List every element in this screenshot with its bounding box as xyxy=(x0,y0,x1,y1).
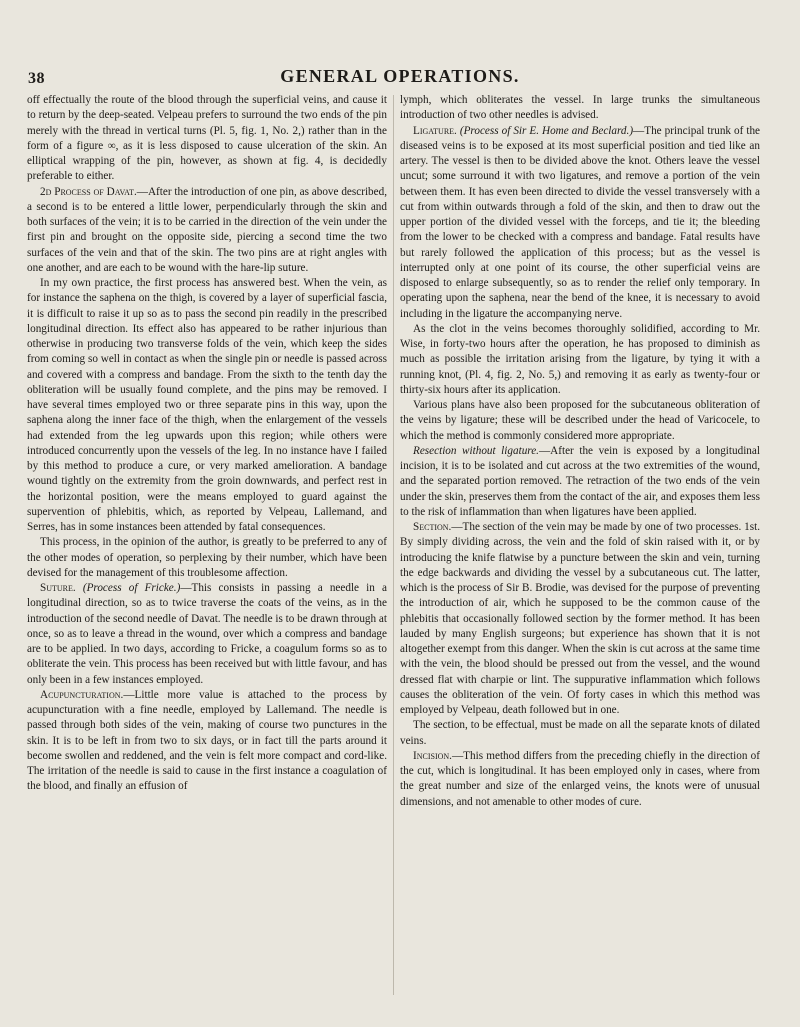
paragraph xyxy=(27,535,387,581)
paragraph-text: Various plans have also been proposed for the subcutaneous obliteration of the veins by ligature; these will be described under the head of Varicocele, to which the method is commonly considered more appropriate. xyxy=(400,399,760,442)
paragraph xyxy=(400,93,760,124)
paragraph-text: lymph, which obliterates the vessel. In large trunks the simultaneous introduction of two other needles is advised. xyxy=(400,94,760,122)
paragraph-text: —The principal trunk of the diseased veins is to be exposed at its most superficial position and tied like an artery. The vessel is then to be divided above the knot. Others leave the vessel uncut; some surround it with two ligatures, and remove a portion of the vein between them. It has even been directed to divide the vessel transversely with a cut from within outwards through a fold of the skin, and then to draw out the upper portion of the divided vessel with the forceps, and tie it; the bleeding from the lower to be checked with a compress and bandage. Fatal results have but rarely followed the application of this process; but as the vessel is interrupted only at one point of its course, the other superficial veins are disposed to enlarge subsequently, so as to render the relief only temporary. In operating upon the saphena, near the bend of the knee, it is necessary to avoid including in the ligature the accompanying nerve. xyxy=(400,124,761,320)
section-heading: 2d Process of Davat. xyxy=(40,185,137,198)
paragraph xyxy=(27,93,387,185)
page-number: 38 xyxy=(28,70,45,87)
paragraph-text: —The section of the vein may be made by one of two processes. 1st. By simply dividing across, the vein and the fold of skin raised with it, or by introducing the knife flatwise by a puncture between the skin and vein, turning the edge backwards and dividing the vessel by a subcutaneous cut. The latter, which is the process of Sir B. Brodie, was devised for the purpose of preventing the introduction of air, which he supposed to be the common cause of the phlebitis that occasionally followed section by the former method. It has been lauded by many English surgeons; but experience has shown that it is not altogether exempt from this danger. When the skin is cut across at the same time with the vein, the blood should be pressed out from the vessel, and the wound dressed flat with charpie or lint. The suppurative inflammation which follows causes the obliteration of the vein. Of forty cases in which this method was employed by Velpeau, death followed but in one. xyxy=(400,521,760,716)
paragraph-text: —After the vein is exposed by a longitudinal incision, it is to be isolated and cut across at the two extremities of the wound, and the separated portion removed. The retraction of the two ends of the vein under the skin, preserves them from the contact of the air, and exposes them less to the risk of inflammation than when ligatures have been applied. xyxy=(400,444,760,518)
section-heading: Incision. xyxy=(413,749,452,762)
paragraph-text: This process, in the opinion of the author, is greatly to be preferred to any of the other modes of operation, so perplexing by their number, which have been devised for the management of this troublesome affection. xyxy=(27,536,387,579)
paragraph xyxy=(400,322,760,398)
paragraph xyxy=(27,688,387,795)
paragraph xyxy=(27,581,387,688)
paragraph xyxy=(400,398,760,444)
paragraph-text: —After the introduction of one pin, as above described, a second is to be entered a little lower, perpendicularly through the skin and both surfaces of the vein; it is to be carried in the direction of the vein under the first pin and brought on the opposite side, piercing a second time the two surfaces of the vein and that of the skin. The two pins are at right angles with one another, and are each to be wound with the hare-lip suture. xyxy=(27,185,387,274)
left-column xyxy=(27,93,387,795)
right-column xyxy=(400,93,760,810)
paragraph xyxy=(400,444,760,520)
paragraph-text: As the clot in the veins becomes thoroughly solidified, according to Mr. Wise, in forty-two hours after the operation, he has proposed to diminish as much as possible the irritation arising from the ligature, by tying it with a running knot, (Pl. 4, fig. 2, No. 5,) and removing it as early as twenty-four or thirty-six hours after its application. xyxy=(400,322,760,396)
paragraph-text: The section, to be effectual, must be made on all the separate knots of dilated veins. xyxy=(400,719,760,747)
paragraph-text: In my own practice, the first process has answered best. When the vein, as for instance the saphena on the thigh, is covered by a layer of superficial fascia, it is difficult to raise it up so as to pass the second pin readily in the prescribed longitudinal direction. Its effect also has appeared to be rather injurious than otherwise in producing two transverse folds of the vein, which keep the sides from coming so well in contact as when the single pin or needle is passed across and covered with a compress and bandage. From the sixth to the tenth day the obliteration will be usually found complete, and the pins may be removed. I have several times employed two or three separate pins in this way, upon the saphena along the inner face of the thigh, when the enlargement of the vessels had extended from the leg upwards upon this region; while others were introduced concurrently upon the vessels of the leg. In no instance have I failed by this method to produce a cure, or very marked amelioration. A bandage wound tightly on the extremity from the groin downwards, and perfect rest in the horizontal position, were the means employed to guard against the supervention of phlebitis, which, as reported by Velpeau, Lallemand, and Serres, has in some instances been attended by fatal consequences. xyxy=(27,277,387,533)
paragraph xyxy=(400,520,760,718)
paragraph-text: —This consists in passing a needle in a longitudinal direction, so as to twice traverse the coats of the veins, as in the introduction of the second needle of Davat. The needle is to be drawn through at once, so as to leave a thread in the wound, over which a compress and bandage are to be applied. In two days, according to Fricke, a coagulum forms so as to obliterate the vein. This process has been received but with little favour, and has only been in a few instances employed. xyxy=(27,582,387,686)
paragraph xyxy=(400,124,760,322)
paragraph-text: —This method differs from the preceding chiefly in the direction of the cut, which is longitudinal. It has been employed only in cases, where from the great number and size of the enlarged veins, the knots were of unusual dimensions, and not amenable to other modes of cure. xyxy=(400,749,760,808)
running-title: GENERAL OPERATIONS. xyxy=(280,66,520,86)
paragraph xyxy=(27,276,387,535)
section-heading: Ligature. xyxy=(413,124,457,137)
column-divider xyxy=(393,95,394,995)
paragraph xyxy=(400,718,760,749)
paragraph xyxy=(27,185,387,277)
section-heading: Acupuncturation. xyxy=(40,688,124,701)
paragraph-text: off effectually the route of the blood through the superficial veins, and cause it to return by the deep-seated. Velpeau prefers to surround the two ends of the pin merely with the thread in vertical turns (Pl. 5, fig. 1, No. 2,) rather than in the form of a figure ∞, as it is less disposed to cause ulceration of the skin. An elliptical wrapping of the pin, however, as shown at fig. 4, is decidedly preferable to either. xyxy=(27,94,387,183)
paragraph xyxy=(400,749,760,810)
section-subheading: (Process of Sir E. Home and Beclard.) xyxy=(459,124,634,137)
paragraph-text: —Little more value is attached to the process by acupuncturation with a fine needle, employed by Lallemand. The needle is passed through both sides of the vein, making of course two punctures in the skin. It is to be left in from two to six days, or in fact till the parts around it become swollen and reddened, and the vein is felt more compact and cord-like. The irritation of the needle is said to cause in the first instance a coagulation of the blood, and finally an effusion of xyxy=(27,688,387,793)
section-heading: Section. xyxy=(413,521,452,533)
section-subheading: (Process of Fricke.) xyxy=(82,582,181,594)
section-heading: Suture. xyxy=(40,582,76,594)
section-subheading: Resection without ligature. xyxy=(413,444,539,457)
